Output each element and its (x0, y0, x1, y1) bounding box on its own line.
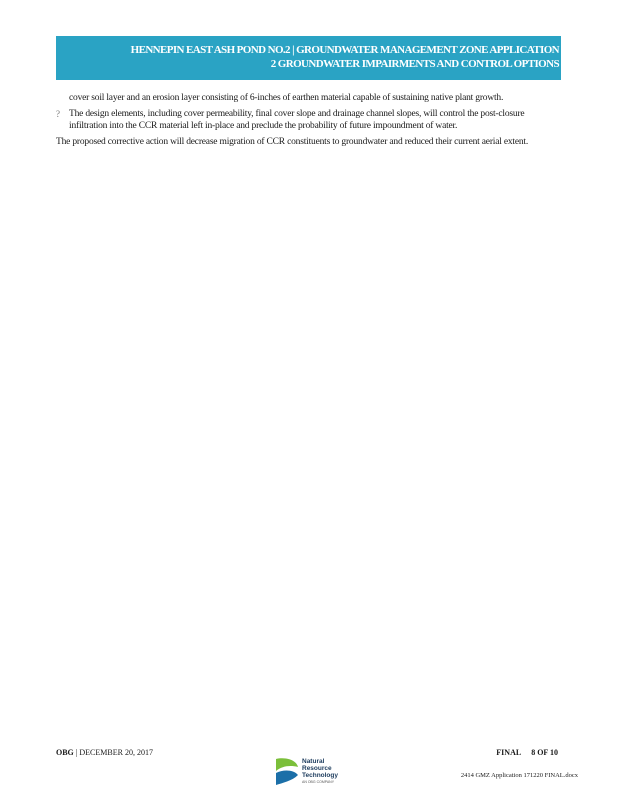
footer-filename: 2414 GMZ Application 171220 FINAL.docx (460, 772, 578, 779)
header-title: HENNEPIN EAST ASH POND NO.2 | GROUNDWATER MANAGEMENT ZONE APPLICATION (130, 44, 559, 56)
company-logo (274, 757, 354, 789)
continuation-paragraph: cover soil layer and an erosion layer consisting of 6-inches of earthen material capable of sustaining native plant growth. (69, 93, 504, 103)
logo-line-3: Technology (302, 772, 338, 779)
footer-org: OBG (56, 748, 74, 757)
bullet-item (56, 108, 556, 132)
footer-date: DECEMBER 20, 2017 (79, 748, 153, 757)
bullet-icon: ? (56, 109, 60, 119)
leaf-logo-icon (274, 757, 300, 787)
logo-subtitle: AN OBG COMPANY (302, 780, 335, 784)
logo-line-2: Resource (302, 765, 332, 772)
footer-right (496, 748, 558, 757)
bullet-text: The design elements, including cover permeability, final cover slope and drainage channel slopes, will control the post-closure infiltration into the CCR material left in-place and preclude the probability of future impoundment of water. (69, 109, 525, 131)
header-section-title: 2 GROUNDWATER IMPAIRMENTS AND CONTROL OPTIONS (270, 58, 559, 70)
document-header (56, 36, 561, 80)
logo-line-1: Natural (302, 758, 325, 765)
footer-page-number: 8 OF 10 (531, 748, 558, 757)
closing-paragraph: The proposed corrective action will decrease migration of CCR constituents to groundwater and reduced their current aerial extent. (56, 137, 529, 147)
document-body (56, 92, 556, 152)
footer-left (56, 748, 153, 757)
logo-wordmark (302, 758, 338, 779)
footer-separator: | (73, 748, 80, 757)
footer-status: FINAL (496, 748, 522, 757)
